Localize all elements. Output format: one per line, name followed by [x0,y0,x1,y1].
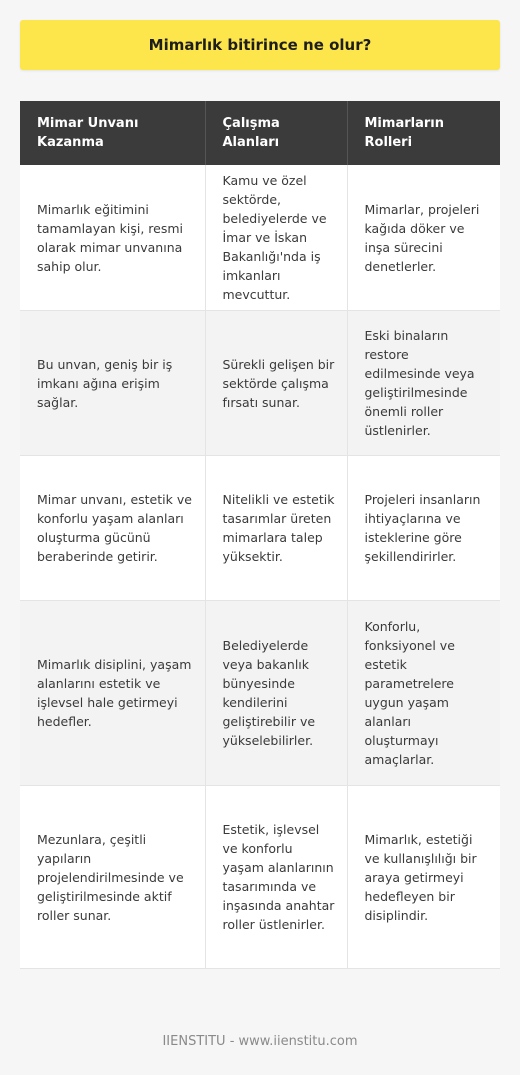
table-cell: Projeleri insanların ihtiyaçlarına ve isteklerine göre şekillendirirler. [347,456,500,601]
table-cell: Mimarlık disiplini, yaşam alanlarını estetik ve işlevsel hale getirmeyi hedefler. [20,601,205,786]
table-row [20,601,500,786]
table-row [20,311,500,456]
table-cell: Estetik, işlevsel ve konforlu yaşam alanlarının tasarımında ve inşasında anahtar roller üstlenirler. [205,786,347,969]
table-header-row [20,101,500,165]
table-cell: Bu unvan, geniş bir iş imkanı ağına erişim sağlar. [20,311,205,456]
table-cell: Mezunlara, çeşitli yapıların projelendirilmesinde ve geliştirilmesinde aktif roller sunar. [20,786,205,969]
table-cell: Mimarlar, projeleri kağıda döker ve inşa sürecini denetlerler. [347,165,500,311]
footer-credit: IIENSTITU - www.iienstitu.com [162,1034,358,1049]
page-title: Mimarlık bitirince ne olur? [148,36,372,54]
column-header-calisma-alanlari: Çalışma Alanları [205,101,347,165]
column-header-mimarlarin-rolleri: Mimarların Rolleri [347,101,500,165]
table-row [20,165,500,311]
table-cell: Konforlu, fonksiyonel ve estetik parametrelere uygun yaşam alanları oluşturmayı amaçlarlar. [347,601,500,786]
table-row [20,456,500,601]
table-row [20,786,500,969]
table-cell: Belediyelerde veya bakanlık bünyesinde kendilerini geliştirebilir ve yükselebilirler. [205,601,347,786]
table-cell: Sürekli gelişen bir sektörde çalışma fırsatı sunar. [205,311,347,456]
table-cell: Mimarlık eğitimini tamamlayan kişi, resmi olarak mimar unvanına sahip olur. [20,165,205,311]
table-cell: Mimarlık, estetiği ve kullanışlılığı bir araya getirmeyi hedefleyen bir disiplindir. [347,786,500,969]
table-cell: Kamu ve özel sektörde, belediyelerde ve İmar ve İskan Bakanlığı'nda iş imkanları mevcuttur. [205,165,347,311]
title-banner [20,20,500,70]
table-cell: Eski binaların restore edilmesinde veya geliştirilmesinde önemli roller üstlenirler. [347,311,500,456]
info-table [20,101,500,969]
table-cell: Nitelikli ve estetik tasarımlar üreten mimarlara talep yüksektir. [205,456,347,601]
column-header-mimar-unvani: Mimar Unvanı Kazanma [20,101,205,165]
table-cell: Mimar unvanı, estetik ve konforlu yaşam alanları oluşturma gücünü beraberinde getirir. [20,456,205,601]
